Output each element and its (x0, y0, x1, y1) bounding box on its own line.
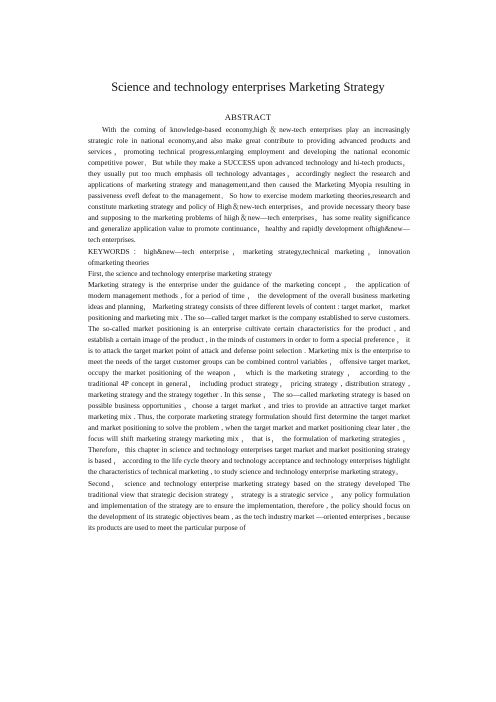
abstract-heading: ABSTRACT (224, 112, 272, 122)
abstract-paragraph: With the coming of knowledge-based economy,high＆new-tech enterprises play an increasingly strategic role in national economy,and also make great contribute to providing advanced products and services，promoting technical progress,enlarging employment and developing the national economic competitive power．But while they make a SUCCESS upon advanced technology and hi-tech products，they usually put too much emphasis oll technology advantages，accordingly neglect the research and applications of marketing strategy and management,and then caused the Marketing Myopia resulting in passiveness evefl defeat to the management．So how to exercise modem marketing theories,research and constitute marketing strategy and policy of High＆new-tech enterprises，and provide necessary theory base and supposing to the marketing problems of hiigh＆new—tech enterprises，has some reality significance and generalize application value to promote continuance，healthy and rapidly development ofhigh&new—tech enterprises. (88, 125, 410, 245)
section-heading: First, the science and technology enterprise marketing strategy (88, 268, 272, 278)
section-paragraph: Marketing strategy is the enterprise under the guidance of the marketing concept ， the application of modern management methods , for a period of time ， the development of the overall business marketing ideas and planning， Marketing strategy consists of three different levels of content : target market， market positioning and marketing mix . The so—called target market is the company established to serve customers. The so-called market positioning is an enterprise cultivate certain characteristics for the product , and establish a certain image of the product , in the minds of customers in order to form a special preference ， it is to attack the target market point of attack and defense point selection . Marketing mix is the enterprise to meet the needs of the target customer groups can be combined control variables ， offensive target market, occupy the market positioning of the weapon ， which is the marketing strategy ， according to the traditional 4P concept in general， including product strategy， pricing strategy , distribution strategy , marketing strategy and the strategy together . In this sense ， The so—called marketing strategy is based on possible business opportunities ，choose a target market , and tries to provide an attractive target market marketing mix . Thus, the corporate marketing strategy formulation should first determine the target market and market positioning to solve the problem , when the target market and market positioning clear later , the focus will shift marketing strategy marketing mix ， that is， the formulation of marketing strategies ， Therefore，this chapter in science and technology enterprises target market and market positioning strategy is based ， according to the life cycle theory and technology acceptance and technology enterprises highlight the characteristics of technical marketing , to study science and technology enterprise marketing strategy。 (88, 279, 410, 477)
document-body (88, 124, 410, 533)
section-paragraph-2: Second， science and technology enterprise marketing strategy based on the strategy developed The traditional view that strategic decision strategy ， strategy is a strategic service ， any policy formulation and implementation of the strategy are to ensure the implementation, therefore , the policy should focus on the development of its strategic objectives beam , as the tech industry market —oriented enterprises , because its products are used to meet the particular purpose of (88, 478, 410, 532)
keywords-line: KEYWORDS：high&new—tech enterprise，marketing strategy,technical marketing，innovation ofmarketing theories (88, 246, 410, 267)
document-title: Science and technology enterprises Marketing Strategy (111, 80, 385, 94)
